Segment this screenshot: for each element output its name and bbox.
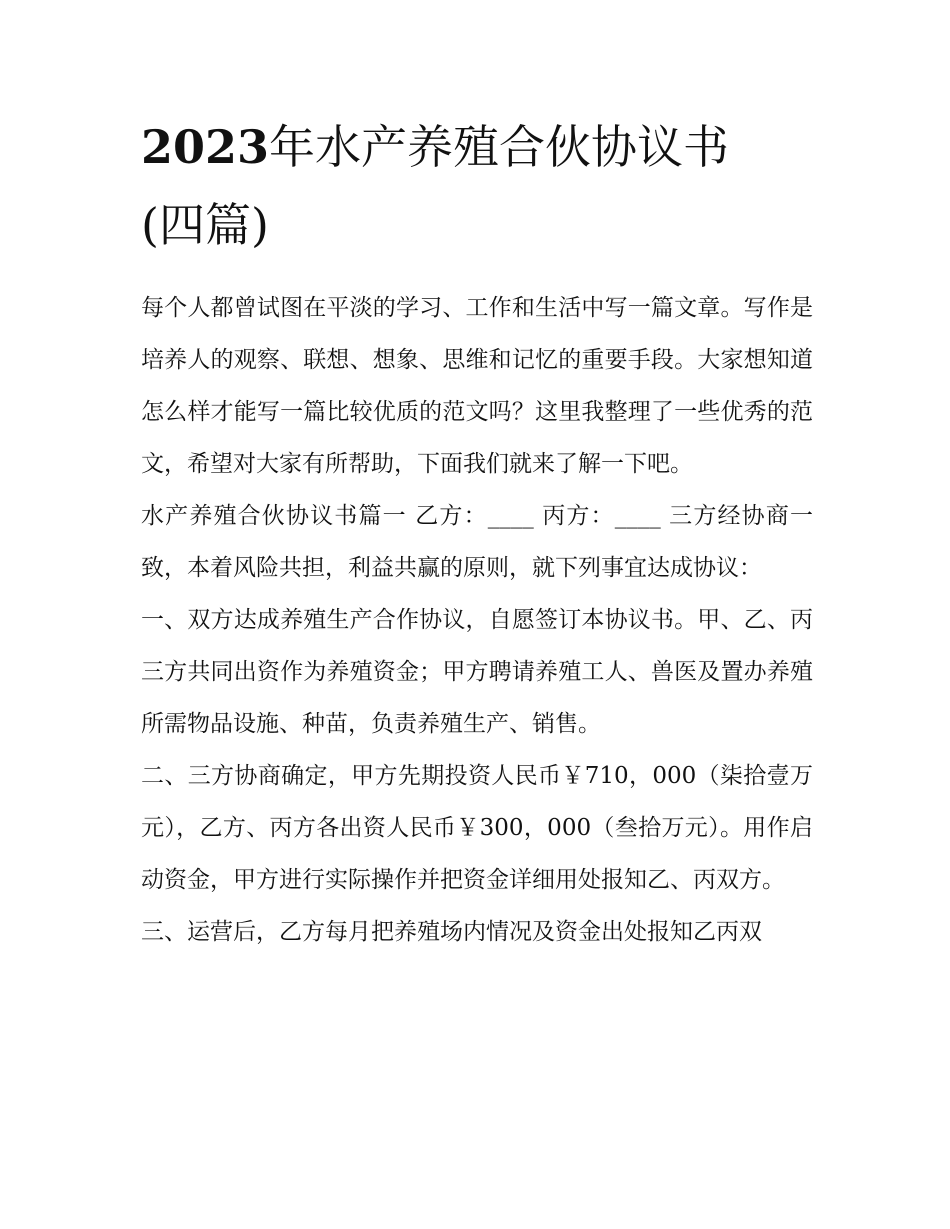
document-page xyxy=(141,108,813,958)
clause-three-paragraph: 三、运营后，乙方每月把养殖场内情况及资金出处报知乙丙双 xyxy=(141,919,762,945)
agreement-opening-paragraph: 水产养殖合伙协议书篇一 乙方：____ 丙方：____ 三方经协商一致，本着风险共担，利益共赢的原则，就下列事宜达成协议： xyxy=(141,503,813,581)
title-subtitle: (四篇) xyxy=(141,198,269,252)
clause-two-paragraph: 二、三方协商确定，甲方先期投资人民币￥710，000（柒拾壹万元），乙方、丙方各出资人民币￥300，000（叁拾万元）。用作启动资金，甲方进行实际操作并把资金详细用处报知乙、丙双方。 xyxy=(141,763,813,893)
document-title xyxy=(141,108,813,264)
intro-paragraph: 每个人都曾试图在平淡的学习、工作和生活中写一篇文章。写作是培养人的观察、联想、想象、思维和记忆的重要手段。大家想知道怎么样才能写一篇比较优质的范文吗？这里我整理了一些优秀的范文，希望对大家有所帮助，下面我们就来了解一下吧。 xyxy=(141,295,813,477)
title-main: 年水产养殖合伙协议书 xyxy=(269,120,730,174)
clause-one-paragraph: 一、双方达成养殖生产合作协议，自愿签订本协议书。甲、乙、丙三方共同出资作为养殖资金；甲方聘请养殖工人、兽医及置办养殖所需物品设施、种苗，负责养殖生产、销售。 xyxy=(141,607,813,737)
title-year: 2023 xyxy=(141,120,270,174)
